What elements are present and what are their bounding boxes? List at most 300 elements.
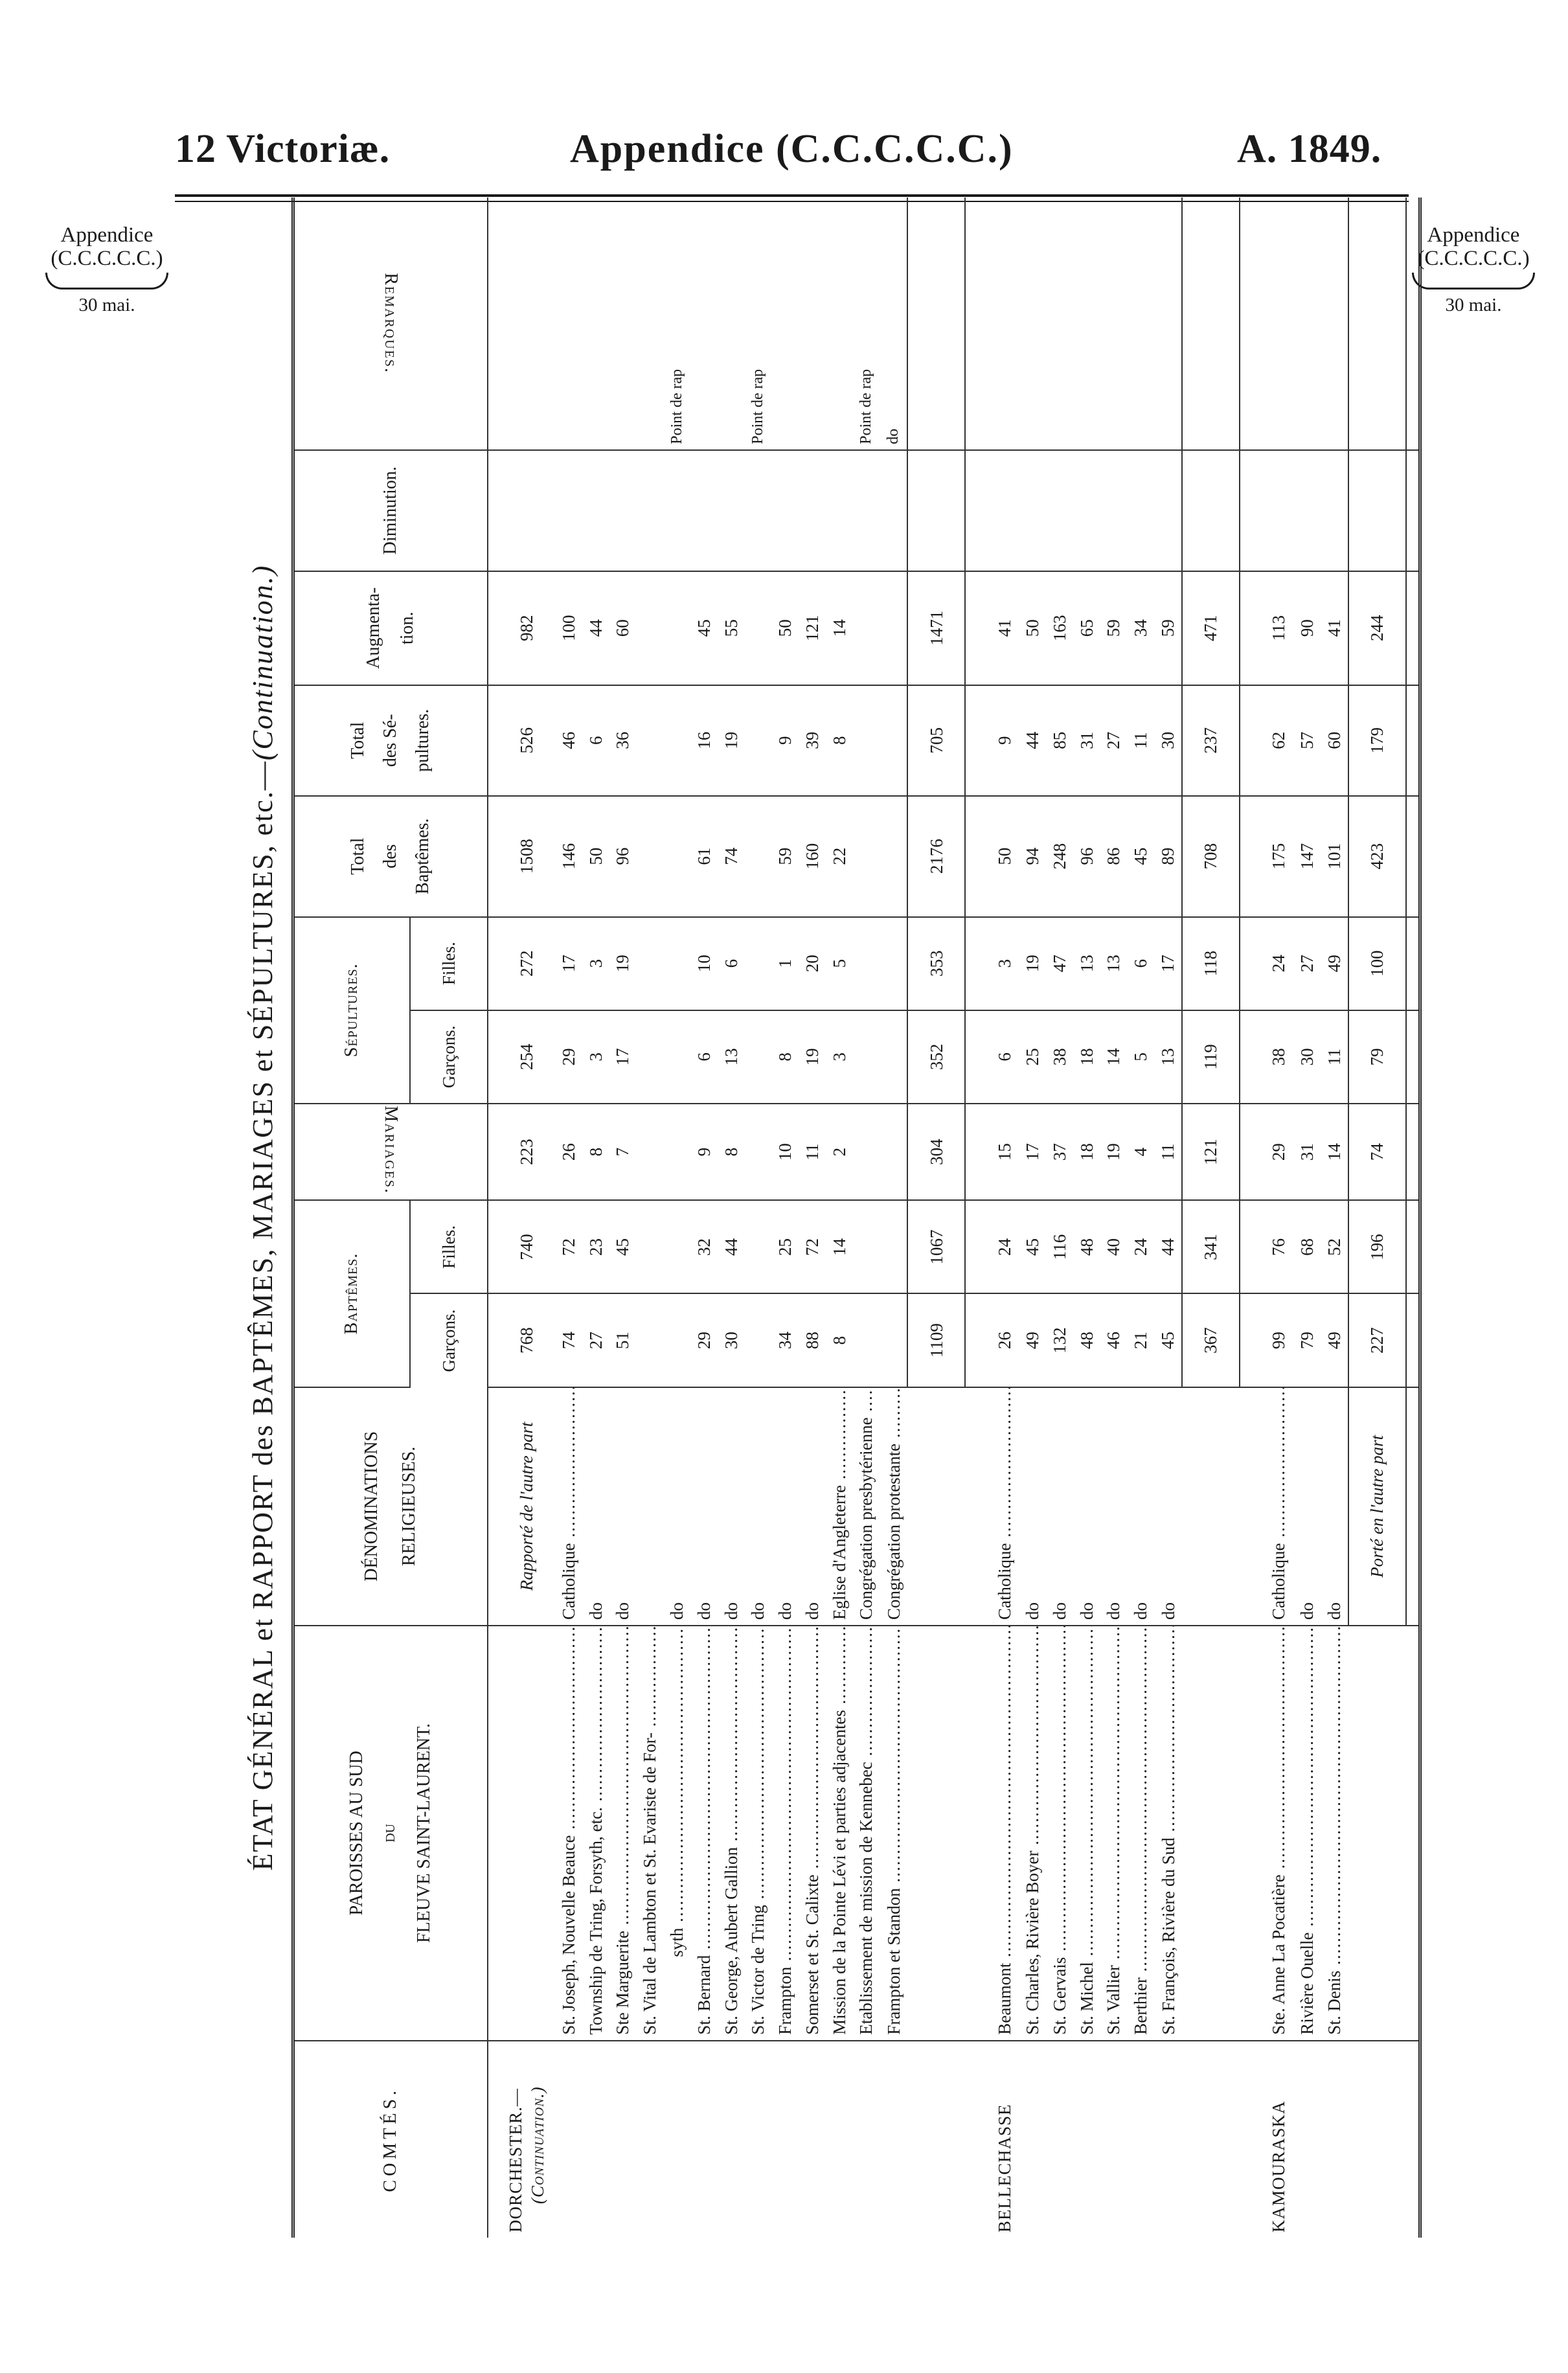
value-cell-aug: 982: [488, 571, 555, 685]
value-cell-sg: 30: [1293, 1010, 1321, 1104]
total-cell-sf: 100: [1348, 917, 1406, 1010]
remark-cell: Point de rap: [744, 198, 771, 450]
parish-name: Township de Tring, Forsyth, etc. .....: [586, 1626, 606, 2035]
col-header-augmentation-line2: tion.: [397, 611, 418, 645]
value-cell-dim: [979, 450, 1019, 571]
col-header-mariages-text: Mariages.: [381, 1106, 402, 1195]
denomination-name: do: [1297, 1602, 1317, 1620]
value-cell-tb: 45: [1127, 796, 1154, 917]
table-row: [744, 198, 771, 2238]
value-cell-dim: [1321, 450, 1348, 571]
denomination-name: do: [748, 1602, 768, 1620]
value-cell-sf: 47: [1046, 917, 1073, 1010]
remark-cell: Point de rap: [663, 198, 690, 450]
county-name: KAMOURASKA: [1269, 2100, 1289, 2232]
gap-cell: [1406, 571, 1420, 685]
remark-cell: [718, 198, 745, 450]
value-cell-sg: [744, 1010, 771, 1104]
value-cell-aug: [744, 571, 771, 685]
value-cell-bf: [636, 1200, 663, 1293]
col-header-total-baptemes-line3: Baptêmes.: [413, 818, 433, 894]
value-cell-ts: 8: [826, 685, 853, 796]
col-header-sepultures-filles: Filles.: [410, 917, 488, 1010]
header-rule-top: [175, 194, 1409, 197]
remark-cell: [609, 198, 637, 450]
table-title-continuation: (Continuation.): [247, 564, 278, 761]
value-cell-bg: 45: [1154, 1294, 1182, 1387]
gap-cell: [965, 2041, 979, 2238]
gap-cell: [1240, 796, 1254, 917]
blank-cell: [1348, 2041, 1406, 2238]
denomination-name: do: [775, 1602, 795, 1620]
denomination-cell: [1127, 1387, 1154, 1626]
gap-cell: [1406, 198, 1420, 450]
value-cell-dim: [718, 450, 745, 571]
value-cell-bf: 68: [1293, 1200, 1321, 1293]
total-label: Porté en l'autre part: [1367, 1435, 1387, 1578]
table-row: [1321, 198, 1348, 2238]
parish-cell: [1154, 1626, 1182, 2041]
county-continuation: (Continuation.): [528, 2086, 548, 2204]
blank-cell: [1348, 1626, 1406, 2041]
blank-cell: [907, 1626, 964, 2041]
gap-cell: [1406, 1010, 1420, 1104]
value-cell-bf: 116: [1046, 1200, 1073, 1293]
value-cell-sg: [853, 1010, 880, 1104]
county-cell: [1254, 2041, 1293, 2238]
value-cell-bf: 44: [718, 1200, 745, 1293]
value-cell-bf: 72: [555, 1200, 582, 1293]
value-cell-dim: [1127, 450, 1154, 571]
value-cell-bf: 24: [1127, 1200, 1154, 1293]
total-cell-aug: 244: [1348, 571, 1406, 685]
value-cell-sf: [663, 917, 690, 1010]
value-cell-aug: 100: [555, 571, 582, 685]
value-cell-ts: 44: [1019, 685, 1046, 796]
parish-name: Rivière Ouelle .....: [1297, 1626, 1317, 2035]
value-cell-sf: 13: [1073, 917, 1100, 1010]
total-cell-bg: 227: [1348, 1294, 1406, 1387]
col-header-mariages: [293, 1104, 488, 1200]
col-header-denominations-line1: DÉNOMINATIONS: [361, 1431, 382, 1582]
value-cell-aug: 44: [582, 571, 609, 685]
value-cell-bg: 30: [718, 1294, 745, 1387]
margin-note-date: 30 mai.: [1445, 295, 1502, 315]
remark-cell: [582, 198, 609, 450]
value-cell-sf: 27: [1293, 917, 1321, 1010]
value-cell-bf: 32: [690, 1200, 718, 1293]
denomination-name: Catholique .....: [1269, 1387, 1288, 1620]
denomination-name: do: [1023, 1602, 1043, 1620]
value-cell-sg: 38: [1254, 1010, 1293, 1104]
value-cell-sf: 3: [979, 917, 1019, 1010]
value-cell-mar: 14: [1321, 1104, 1348, 1200]
value-cell-ts: 57: [1293, 685, 1321, 796]
parish-name: syth .....: [667, 1626, 687, 2035]
parish-cell: [799, 1626, 826, 2041]
value-cell-aug: 34: [1127, 571, 1154, 685]
col-header-denominations: [293, 1387, 488, 1626]
parish-cell: [690, 1626, 718, 2041]
margin-note-date: 30 mai.: [78, 295, 135, 315]
remark-cell: [1073, 198, 1100, 450]
value-cell-tb: 175: [1254, 796, 1293, 917]
value-cell-bf: 45: [1019, 1200, 1046, 1293]
county-cell: [582, 2041, 609, 2238]
value-cell-ts: 62: [1254, 685, 1293, 796]
parish-name: Somerset et St. Calixte .....: [802, 1626, 822, 2035]
table-row: [690, 198, 718, 2238]
value-cell-tb: 94: [1019, 796, 1046, 917]
county-cell: [1019, 2041, 1046, 2238]
total-cell-mar: 74: [1348, 1104, 1406, 1200]
county-cell: [609, 2041, 637, 2238]
value-cell-mar: 17: [1019, 1104, 1046, 1200]
total-cell-bg: 1109: [907, 1294, 964, 1387]
gap-cell: [1406, 1387, 1420, 1626]
parish-name: Frampton et Standon .....: [884, 1626, 903, 2035]
value-cell-aug: 14: [826, 571, 853, 685]
value-cell-mar: 15: [979, 1104, 1019, 1200]
parish-cell: [853, 1626, 880, 2041]
denomination-name: do: [721, 1602, 741, 1620]
value-cell-bg: 88: [799, 1294, 826, 1387]
value-cell-bf: 40: [1100, 1200, 1128, 1293]
value-cell-bg: 49: [1321, 1294, 1348, 1387]
value-cell-bg: 132: [1046, 1294, 1073, 1387]
remark-cell: [690, 198, 718, 450]
table-row: [880, 198, 907, 2238]
value-cell-dim: [636, 450, 663, 571]
col-header-total-sepultures-line2: des Sé-: [380, 714, 401, 767]
value-cell-bf: [880, 1200, 907, 1293]
value-cell-sf: 19: [609, 917, 637, 1010]
value-cell-tb: [853, 796, 880, 917]
value-cell-dim: [880, 450, 907, 571]
value-cell-mar: 8: [582, 1104, 609, 1200]
value-cell-ts: 46: [555, 685, 582, 796]
parish-name: St. Charles, Rivière Boyer .....: [1023, 1626, 1042, 2035]
brace-shape: [45, 273, 168, 290]
denomination-cell: [609, 1387, 637, 1626]
parish-name: St. François, Rivière du Sud .....: [1159, 1626, 1178, 2035]
value-cell-bg: [663, 1294, 690, 1387]
parish-name: Mission de la Pointe Lévi et parties adjacentes .....: [830, 1626, 849, 2035]
denomination-cell: [663, 1387, 690, 1626]
value-cell-dim: [1254, 450, 1293, 571]
value-cell-sg: 3: [826, 1010, 853, 1104]
table-row: [979, 198, 1019, 2238]
denomination-cell: [979, 1387, 1019, 1626]
value-cell-mar: 37: [1046, 1104, 1073, 1200]
value-cell-aug: 90: [1293, 571, 1321, 685]
county-cell: [826, 2041, 853, 2238]
value-cell-sg: 29: [555, 1010, 582, 1104]
denomination-cell: [636, 1387, 663, 1626]
value-cell-sf: 3: [582, 917, 609, 1010]
denomination-name: do: [1104, 1602, 1124, 1620]
denomination-name: Congrégation protestante .....: [884, 1387, 903, 1620]
total-cell-sg: 119: [1182, 1010, 1239, 1104]
county-cell: [1100, 2041, 1128, 2238]
value-cell-dim: [1100, 450, 1128, 571]
parish-cell: [1127, 1626, 1154, 2041]
value-cell-sg: 5: [1127, 1010, 1154, 1104]
value-cell-aug: [663, 571, 690, 685]
gap-cell: [1240, 685, 1254, 796]
value-cell-mar: 7: [609, 1104, 637, 1200]
value-cell-mar: 8: [718, 1104, 745, 1200]
parish-name: St. Gervais .....: [1050, 1626, 1069, 2035]
denomination-cell: [690, 1387, 718, 1626]
value-cell-tb: [744, 796, 771, 917]
value-cell-tb: 160: [799, 796, 826, 917]
col-header-comtes: COMTÉS.: [293, 2041, 488, 2238]
value-cell-tb: 50: [979, 796, 1019, 917]
value-cell-tb: 50: [582, 796, 609, 917]
denomination-cell: [799, 1387, 826, 1626]
value-cell-sg: [880, 1010, 907, 1104]
value-cell-bg: 51: [609, 1294, 637, 1387]
county-cell: [636, 2041, 663, 2238]
col-header-baptemes: Baptêmes.: [293, 1200, 410, 1387]
running-header-appendix: Appendice (C.C.C.C.C.): [570, 127, 1014, 171]
parish-name: Frampton .....: [775, 1626, 795, 2035]
value-cell-bf: 52: [1321, 1200, 1348, 1293]
county-cell: [718, 2041, 745, 2238]
value-cell-sg: 6: [979, 1010, 1019, 1104]
total-cell-mar: 121: [1182, 1104, 1239, 1200]
value-cell-bf: [853, 1200, 880, 1293]
value-cell-dim: [488, 450, 555, 571]
rotated-register: [246, 198, 1422, 2238]
gap-cell: [1240, 1104, 1254, 1200]
col-header-total-sepultures: [293, 685, 488, 796]
value-cell-aug: 60: [609, 571, 637, 685]
value-cell-tb: 146: [555, 796, 582, 917]
value-cell-bg: [636, 1294, 663, 1387]
value-cell-ts: 9: [771, 685, 799, 796]
total-cell-ts: 237: [1182, 685, 1239, 796]
parish-name: St. Bernard .....: [694, 1626, 714, 2035]
total-cell-tb: 2176: [907, 796, 964, 917]
value-cell-bg: 29: [690, 1294, 718, 1387]
county-cell: [1046, 2041, 1073, 2238]
table-row: [582, 198, 609, 2238]
table-row: [1046, 198, 1073, 2238]
county-cell: [555, 2041, 582, 2238]
value-cell-tb: 74: [718, 796, 745, 917]
value-cell-aug: 41: [979, 571, 1019, 685]
section-gap-row: [965, 198, 979, 2238]
parish-name: St. Vallier .....: [1104, 1626, 1123, 2035]
gap-cell: [1240, 571, 1254, 685]
value-cell-sg: 14: [1100, 1010, 1128, 1104]
col-header-diminution: Diminution.: [293, 450, 488, 571]
value-cell-ts: [744, 685, 771, 796]
total-label-cell: [907, 1387, 964, 1626]
remark-cell: [826, 198, 853, 450]
col-header-total-sepultures-line3: pultures.: [413, 709, 433, 772]
remark-cell: [488, 198, 555, 450]
table-row: [609, 198, 637, 2238]
value-cell-bg: 26: [979, 1294, 1019, 1387]
denomination-cell: [880, 1387, 907, 1626]
running-header-regnal-year: 12 Victoriæ.: [175, 127, 391, 171]
value-cell-tb: 22: [826, 796, 853, 917]
value-cell-ts: 27: [1100, 685, 1128, 796]
col-header-total-baptemes-line1: Total: [348, 837, 369, 875]
value-cell-ts: [880, 685, 907, 796]
total-label-cell: [1182, 1387, 1239, 1626]
value-cell-bf: 44: [1154, 1200, 1182, 1293]
value-cell-bg: 27: [582, 1294, 609, 1387]
parish-name: Berthier .....: [1131, 1626, 1150, 2035]
total-cell-ts: 179: [1348, 685, 1406, 796]
gap-cell: [965, 198, 979, 450]
total-cell-aug: 1471: [907, 571, 964, 685]
value-cell-sf: 19: [1019, 917, 1046, 1010]
gap-cell: [1406, 450, 1420, 571]
remark-cell: [1154, 198, 1182, 450]
gap-cell: [965, 1294, 979, 1387]
value-cell-mar: 2: [826, 1104, 853, 1200]
value-cell-sf: 6: [1127, 917, 1154, 1010]
margin-note-left: [32, 223, 181, 317]
remark-cell: [636, 198, 663, 450]
parish-cell: [1321, 1626, 1348, 2041]
denomination-name: Rapporté de l'autre part: [517, 1422, 537, 1591]
col-header-sepultures-garcons: Garçons.: [410, 1010, 488, 1104]
value-cell-mar: 31: [1293, 1104, 1321, 1200]
denomination-cell: [555, 1387, 582, 1626]
value-cell-sg: 13: [1154, 1010, 1182, 1104]
value-cell-aug: 59: [1100, 571, 1128, 685]
gap-cell: [1240, 1010, 1254, 1104]
value-cell-ts: 16: [690, 685, 718, 796]
county-cell: [799, 2041, 826, 2238]
col-header-remarques-text: Remarques.: [381, 273, 402, 374]
value-cell-bf: 45: [609, 1200, 637, 1293]
value-cell-bf: 24: [979, 1200, 1019, 1293]
value-cell-bf: 23: [582, 1200, 609, 1293]
county-cell: [663, 2041, 690, 2238]
value-cell-mar: [880, 1104, 907, 1200]
value-cell-sg: 8: [771, 1010, 799, 1104]
county-cell: [853, 2041, 880, 2238]
gap-cell: [1240, 917, 1254, 1010]
denomination-cell: [826, 1387, 853, 1626]
value-cell-sf: 24: [1254, 917, 1293, 1010]
blank-cell: [907, 2041, 964, 2238]
denomination-name: Congrégation presbytérienne .....: [856, 1387, 876, 1620]
county-cell: [488, 2041, 555, 2238]
table-row: [636, 198, 663, 2238]
value-cell-bg: 74: [555, 1294, 582, 1387]
value-cell-aug: 121: [799, 571, 826, 685]
value-cell-dim: [1046, 450, 1073, 571]
table-row: [1019, 198, 1046, 2238]
parish-cell: [1254, 1626, 1293, 2041]
total-cell-aug: 471: [1182, 571, 1239, 685]
denomination-name: do: [613, 1602, 633, 1620]
value-cell-ts: 30: [1154, 685, 1182, 796]
gap-cell: [1406, 796, 1420, 917]
county-cell: [1293, 2041, 1321, 2238]
value-cell-aug: 55: [718, 571, 745, 685]
value-cell-mar: 223: [488, 1104, 555, 1200]
table-row: [555, 198, 582, 2238]
value-cell-ts: [663, 685, 690, 796]
parish-name: St. Vital de Lambton et St. Evariste de For- .....: [640, 1626, 659, 2035]
value-cell-dim: [582, 450, 609, 571]
value-cell-bg: 49: [1019, 1294, 1046, 1387]
total-label-cell: [1348, 1387, 1406, 1626]
register-table: [291, 198, 1422, 2238]
denomination-name: do: [666, 1602, 687, 1620]
parish-name: St. Victor de Tring .....: [748, 1626, 767, 2035]
county-cell: [979, 2041, 1019, 2238]
col-header-baptemes-filles: Filles.: [410, 1200, 488, 1293]
value-cell-mar: 11: [799, 1104, 826, 1200]
denomination-name: do: [1049, 1602, 1069, 1620]
denomination-cell: [744, 1387, 771, 1626]
denomination-cell: [1254, 1387, 1293, 1626]
section-gap-row: [1406, 198, 1420, 2238]
value-cell-dim: [1019, 450, 1046, 571]
denomination-cell: [582, 1387, 609, 1626]
value-cell-sf: [636, 917, 663, 1010]
value-cell-ts: 85: [1046, 685, 1073, 796]
total-cell-empty: [907, 450, 964, 571]
gap-cell: [965, 571, 979, 685]
gap-cell: [1240, 1294, 1254, 1387]
table-row: [718, 198, 745, 2238]
parish-cell: [663, 1626, 690, 2041]
table-row: [799, 198, 826, 2238]
total-cell-ts: 705: [907, 685, 964, 796]
denomination-name: do: [585, 1602, 606, 1620]
blank-cell: [1182, 1626, 1239, 2041]
gap-cell: [965, 450, 979, 571]
remark-cell: [979, 198, 1019, 450]
value-cell-bg: [853, 1294, 880, 1387]
total-cell-sf: 353: [907, 917, 964, 1010]
value-cell-mar: 29: [1254, 1104, 1293, 1200]
parish-cell: [744, 1626, 771, 2041]
register-body: [488, 198, 1420, 2238]
value-cell-sf: 1: [771, 917, 799, 1010]
parish-name: Ste Marguerite .....: [613, 1626, 632, 2035]
total-cell-empty: [1348, 450, 1406, 571]
value-cell-dim: [609, 450, 637, 571]
county-cell: [1154, 2041, 1182, 2238]
gap-cell: [1406, 1104, 1420, 1200]
value-cell-tb: 147: [1293, 796, 1321, 917]
value-cell-bg: 8: [826, 1294, 853, 1387]
value-cell-aug: 59: [1154, 571, 1182, 685]
remark-cell: [1019, 198, 1046, 450]
value-cell-tb: [636, 796, 663, 917]
county-cell: [1321, 2041, 1348, 2238]
total-row: [907, 198, 964, 2238]
remark-cell: [1254, 198, 1293, 450]
value-cell-bf: 740: [488, 1200, 555, 1293]
table-title-main: ÉTAT GÉNÉRAL et RAPPORT des BAPTÊMES, MARIAGES et SÉPULTURES, etc.—: [247, 760, 278, 1871]
denomination-name: do: [1131, 1602, 1151, 1620]
value-cell-tb: 1508: [488, 796, 555, 917]
value-cell-aug: [853, 571, 880, 685]
